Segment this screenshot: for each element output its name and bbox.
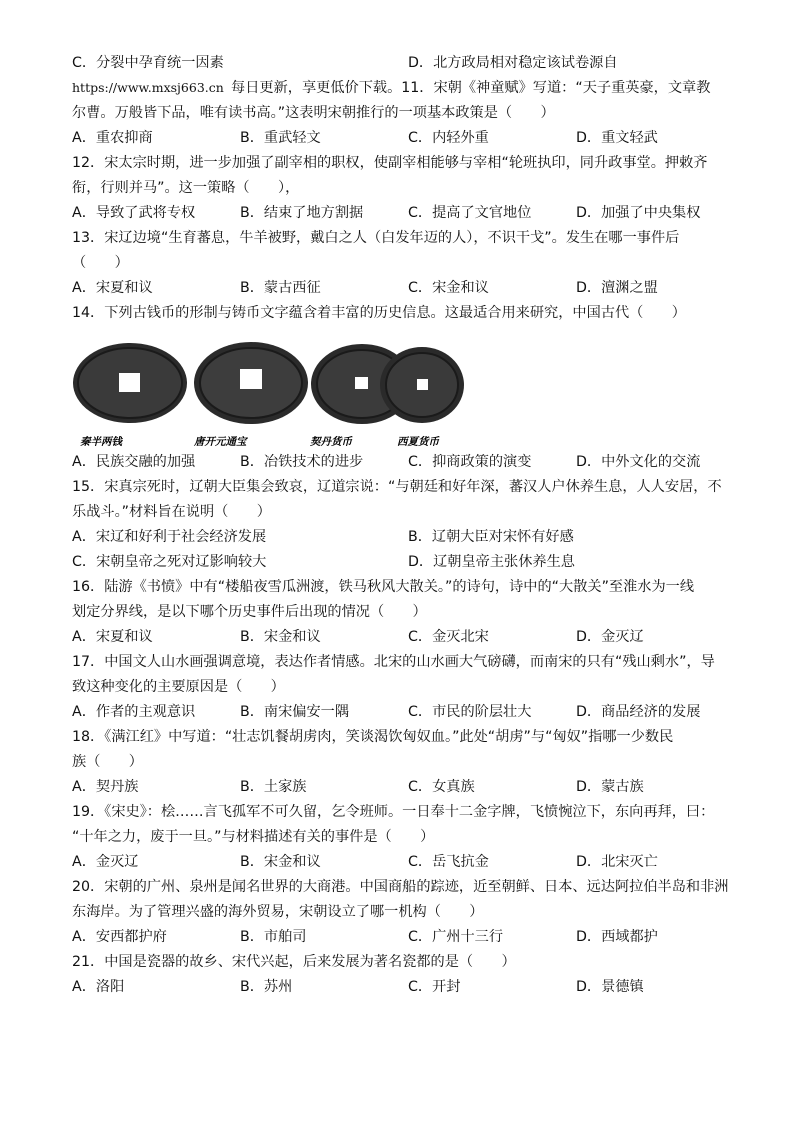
question-text: 东海岸。为了管理兴盛的海外贸易，宋朝设立了哪一机构（ ） — [72, 904, 484, 920]
answer-option: A．安西都护府 — [72, 929, 167, 945]
answer-option: C．女真族 — [408, 779, 475, 795]
question-text: 尔曹。万般皆下品，唯有读书高。”这表明宋朝推行的一项基本政策是（ ） — [72, 105, 555, 121]
answer-option: D．金灭辽 — [576, 629, 644, 645]
answer-option: B．南宋偏安一隅 — [240, 704, 350, 720]
answer-option: C．内轻外重 — [408, 130, 489, 146]
answer-option: C．抑商政策的演变 — [408, 454, 532, 470]
answer-option: C．金灭北宋 — [408, 629, 489, 645]
question-text: 致这种变化的主要原因是（ ） — [72, 679, 285, 695]
answer-option: A．金灭辽 — [72, 854, 139, 870]
question-text: （ ） — [72, 255, 129, 271]
answer-option: B．辽朝大臣对宋怀有好感 — [408, 529, 574, 545]
question-text: 18．《满江红》中写道：“壮志饥餐胡虏肉，笑谈渴饮匈奴血。”此处“胡虏”与“匈奴”指哪一少数民 — [72, 729, 674, 745]
answer-option: D．加强了中央集权 — [576, 205, 701, 221]
question-text: 衔，行则并马”。这一策略（ ）， — [72, 180, 300, 196]
answer-option: A．宋夏和议 — [72, 629, 153, 645]
answer-option: A．导致了武将专权 — [72, 205, 196, 221]
answer-option: B．结束了地方割据 — [240, 205, 364, 221]
coin-western-xia-image — [380, 347, 464, 423]
question-text: 19．《宋史》：桧……言飞孤军不可久留，乞令班师。一日奉十二金字牌，飞愤惋泣下，东向再拜，曰： — [72, 804, 715, 820]
answer-option: C．岳飞抗金 — [408, 854, 489, 870]
answer-option: D．西域都护 — [576, 929, 658, 945]
coin-caption: 西夏货币 — [397, 436, 439, 448]
answer-option: B．冶铁技术的进步 — [240, 454, 364, 470]
coin-caption: 秦半两钱 — [80, 436, 122, 448]
answer-option: D．澶渊之盟 — [576, 280, 658, 296]
answer-option: D．北宋灭亡 — [576, 854, 658, 870]
question-text: 每日更新，享更低价下载。11．宋朝《神童赋》写道：“天子重英豪，文章教 — [231, 80, 711, 96]
answer-option: A．作者的主观意识 — [72, 704, 196, 720]
coin-kaiyuan-tongbao-image — [194, 342, 308, 424]
question-text: 族（ ） — [72, 754, 143, 770]
question-text: 划定分界线，是以下哪个历史事件后出现的情况（ ） — [72, 604, 427, 620]
ancient-coins-figure — [72, 341, 464, 453]
question-text: 12．宋太宗时期，进一步加强了副宰相的职权，使副宰相能够与宰相“轮班执印，同升政事堂。押敕齐 — [72, 155, 708, 171]
answer-option: C．提高了文官地位 — [408, 205, 532, 221]
answer-option: B．蒙古西征 — [240, 280, 321, 296]
answer-option: D．辽朝皇帝主张休养生息 — [408, 554, 575, 570]
answer-option: B．土家族 — [240, 779, 307, 795]
answer-option: B．宋金和议 — [240, 629, 321, 645]
answer-option: D．蒙古族 — [576, 779, 644, 795]
answer-option: A．宋夏和议 — [72, 280, 153, 296]
answer-option: C．开封 — [408, 979, 461, 995]
question-text: 21．中国是瓷器的故乡、宋代兴起，后来发展为著名瓷都的是（ ） — [72, 954, 516, 970]
answer-option: C．分裂中孕育统一因素 — [72, 55, 224, 71]
answer-option: C．市民的阶层壮大 — [408, 704, 532, 720]
answer-option: C．宋朝皇帝之死对辽影响较大 — [72, 554, 267, 570]
answer-option: D．重文轻武 — [576, 130, 658, 146]
answer-option: D．景德镇 — [576, 979, 644, 995]
answer-option: C．广州十三行 — [408, 929, 504, 945]
question-text: 乐战斗。”材料旨在说明（ ） — [72, 504, 271, 520]
question-text: 20．宋朝的广州、泉州是闻名世界的大商港。中国商船的踪迹，近至朝鲜、日本、远达阿拉伯半岛和非洲 — [72, 879, 729, 895]
answer-option: B．市舶司 — [240, 929, 307, 945]
answer-option: A．洛阳 — [72, 979, 125, 995]
question-text: 17．中国文人山水画强调意境，表达作者情感。北宋的山水画大气磅礴，而南宋的只有“残山剩水”，导 — [72, 654, 715, 670]
question-text: 14．下列古钱币的形制与铸币文字蕴含着丰富的历史信息。这最适合用来研究，中国古代（ ） — [72, 305, 686, 321]
answer-option: C．宋金和议 — [408, 280, 489, 296]
answer-option: A．重农抑商 — [72, 130, 153, 146]
coin-qin-banliang-image — [73, 343, 187, 423]
answer-option: D．商品经济的发展 — [576, 704, 701, 720]
question-text: 13．宋辽边境“生育蕃息，牛羊被野，戴白之人（白发年迈的人），不识干戈”。发生在哪一事件后 — [72, 230, 680, 246]
answer-option: B．苏州 — [240, 979, 293, 995]
answer-option: A．宋辽和好利于社会经济发展 — [72, 529, 267, 545]
coin-caption: 契丹货币 — [310, 436, 352, 448]
answer-option: A．民族交融的加强 — [72, 454, 196, 470]
answer-option: D．北方政局相对稳定该试卷源自 — [408, 55, 618, 71]
answer-option: B．宋金和议 — [240, 854, 321, 870]
question-text: 16．陆游《书愤》中有“楼船夜雪瓜洲渡，铁马秋风大散关。”的诗句，诗中的“大散关”至淮水为一线 — [72, 579, 695, 595]
answer-option: A．契丹族 — [72, 779, 139, 795]
question-text: “十年之力，废于一旦。”与材料描述有关的事件是（ ） — [72, 829, 435, 845]
source-url: https://www.mxsj663.cn — [72, 80, 224, 95]
answer-option: D．中外文化的交流 — [576, 454, 701, 470]
coin-caption: 唐开元通宝 — [194, 436, 247, 448]
answer-option: B．重武轻文 — [240, 130, 321, 146]
question-text: 15．宋真宗死时，辽朝大臣集会致哀，辽道宗说：“与朝廷和好年深，蕃汉人户休养生息，人人安居，不 — [72, 479, 722, 495]
